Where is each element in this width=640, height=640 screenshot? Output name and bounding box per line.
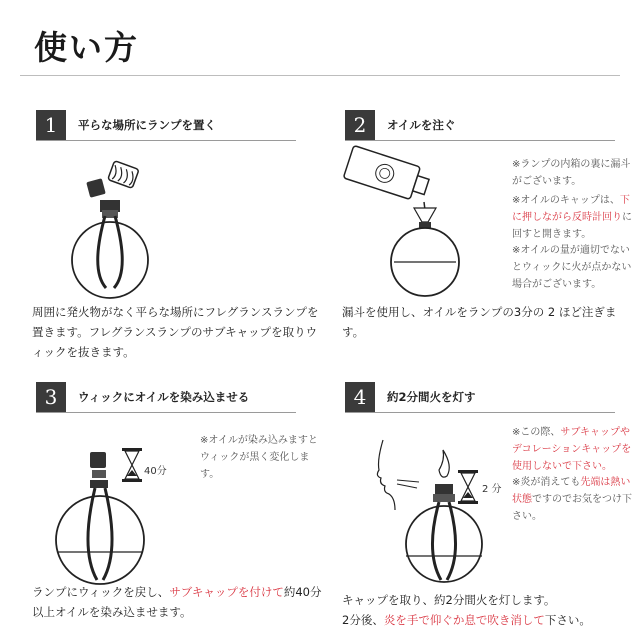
step-1-lamp-illustration — [60, 160, 170, 300]
step-2-note-2-highlight: 下に押しながら反時計回り — [512, 195, 630, 223]
step-2-note-3: ※オイルの量が適切でないとウィックに火が点かない場合がございます。 — [512, 245, 632, 290]
step-2-title: オイルを注ぐ — [387, 118, 456, 132]
step-3-title: ウィックにオイルを染み込ませる — [78, 390, 250, 404]
step-2-description: 漏斗を使用し、オイルをランプの3分の 2 ほど注ぎます。 — [342, 305, 617, 339]
step-4-description-line-2: 2分後、炎を手で仰ぐか息で吹き消して下さい。 — [342, 613, 591, 627]
step-1-description: 周囲に発火物がなく平らな場所にフレグランスランプを置きます。フレグランスランプのサブキャップを取りウィックを抜きます。 — [32, 305, 319, 359]
step-3-number: 3 — [36, 382, 66, 412]
step-2-number: 2 — [345, 110, 375, 140]
step-3-description: ランプにウィックを戻し、サブキャップを付けて約40分以上オイルを染み込ませます。 — [32, 585, 322, 619]
step-4-timer-label: 2 分 — [482, 484, 502, 495]
step-2-pouring-illustration — [340, 150, 510, 300]
step-4-description-line-1: キャップを取り、約2分間火を灯します。 — [342, 593, 556, 607]
step-1-header — [36, 110, 296, 141]
step-3-note: ※オイルが染み込みますとウィックが黒く変化します。 — [200, 435, 318, 480]
step-3-header — [36, 382, 296, 413]
title-divider — [20, 75, 620, 76]
step-4-note-2: ※炎が消えても先端は熱い状態ですのでお気をつけ下さい。 — [512, 477, 632, 522]
step-2-note-1: ※ランプの内箱の裏に漏斗がございます。 — [512, 159, 631, 187]
step-3-highlight: サブキャップを付けて — [169, 585, 284, 599]
step-1-title: 平らな場所にランプを置く — [78, 118, 216, 132]
step-4-header — [345, 382, 615, 413]
step-2-header — [345, 110, 615, 141]
step-4-note-1-highlight: サブキャップやデコレーションキャップを使用しないで下さい。 — [512, 427, 632, 472]
hourglass-icon — [458, 470, 478, 504]
step-4-note-2-highlight: 先端は熱い状態 — [512, 477, 631, 505]
page-title: 使い方 — [34, 28, 139, 67]
step-4-description — [342, 590, 637, 630]
step-1-number: 1 — [36, 110, 66, 140]
step-4-lighting-illustration — [355, 432, 505, 592]
step-4-title: 約2分間火を灯す — [387, 390, 476, 404]
step-4-number: 4 — [345, 382, 375, 412]
step-4-note-1: ※この際、サブキャップやデコレーションキャップを使用しないで下さい。 — [512, 427, 632, 472]
step-3-timer-label: 40分 — [144, 466, 167, 477]
step-2-note-2: ※オイルのキャップは、下に押しながら反時計回りに回すと開きます。 — [512, 195, 632, 240]
hourglass-icon — [122, 448, 142, 482]
step-4-highlight: 炎を手で仰ぐか息で吹き消して — [383, 613, 545, 627]
